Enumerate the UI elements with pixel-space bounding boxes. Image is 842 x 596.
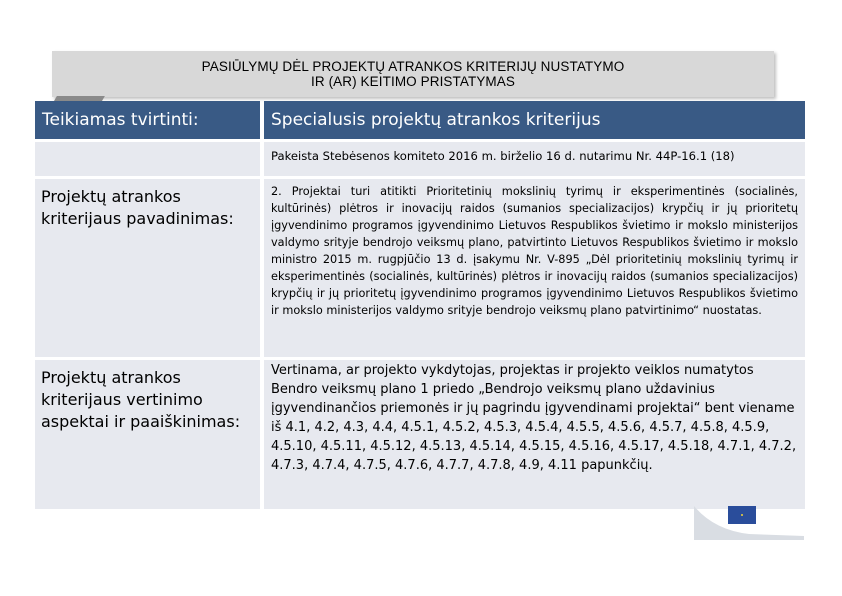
title-line-2: IR (AR) KEITIMO PRISTATYMAS	[311, 74, 515, 89]
evaluation-label-cell	[35, 360, 260, 509]
amendment-note-cell	[264, 142, 805, 176]
header-left: Teikiamas tvirtinti:	[35, 101, 260, 139]
criterion-name-label: Projektų atrankos kriterijaus pavadinimas:	[41, 187, 234, 228]
evaluation-text: Vertinama, ar projekto vykdytojas, projektas ir projekto veiklos numatytos Bendro veiksmų plano 1 priedo „Bendrojo veiksmų plano uždavinius įgyvendinančios priemonės ir jų pagrindu įgyvendinami projektai“ bent viename iš 4.1, 4.2, 4.3, 4.4, 4.5.1, 4.5.2, 4.5.3, 4.5.4, 4.5.5, 4.5.6, 4.5.7, 4.5.8, 4.5.9, 4.5.10, 4.5.11, 4.5.12, 4.5.13, 4.5.14, 4.5.15, 4.5.16, 4.5.17, 4.5.18, 4.7.1, 4.7.2, 4.7.3, 4.7.4, 4.7.5, 4.7.6, 4.7.7, 4.7.8, 4.9, 4.11 papunkčių.	[271, 363, 797, 473]
criterion-name-text: 2. Projektai turi atitikti Prioritetinių mokslinių tyrimų ir eksperimentinės (socialinės, kultūrinės) plėtros ir inovacijų raidos (sumanios specializacijos) krypčių ir jų prioritetų įgyvendinimo programos įgyvendinimo Lietuvos Respublikos švietimo ir mokslo ministerijos valdymo srityje bendrojo veiksmų plano, patvirtinto Lietuvos Respublikos švietimo ir mokslo ministro 2015 m. rugpjūčio 13 d. įsakymu Nr. V-895 „Dėl prioritetinių mokslinių tyrimų ir eksperimentinės (socialinės, kultūrinės) plėtros ir inovacijų raidos (sumanios specializacijos) krypčių ir jų prioritetų įgyvendinimo programos įgyvendinimo Lietuvos Respublikos švietimo ir mokslo ministerijos valdymo srityje bendrojo veiksmų plano patvirtinimo“ nuostatas.	[271, 185, 798, 317]
criterion-name-label-cell	[35, 179, 260, 357]
evaluation-label: Projektų atrankos kriterijaus vertinimo aspektai ir paaiškinimas:	[41, 368, 241, 431]
evaluation-cell	[264, 360, 805, 509]
criterion-name-cell	[264, 179, 805, 357]
header-right: Specialusis projektų atrankos kriterijus	[264, 101, 805, 139]
empty-label-cell	[35, 142, 260, 176]
title-line-1: PASIŪLYMŲ DĖL PROJEKTŲ ATRANKOS KRITERIJŲ NUSTATYMO	[201, 59, 625, 74]
title-banner	[52, 51, 774, 97]
eu-flag-decoration	[694, 500, 804, 540]
amendment-note: Pakeista Stebėsenos komiteto 2016 m. birželio 16 d. nutarimu Nr. 44P-16.1 (18)	[271, 149, 735, 163]
